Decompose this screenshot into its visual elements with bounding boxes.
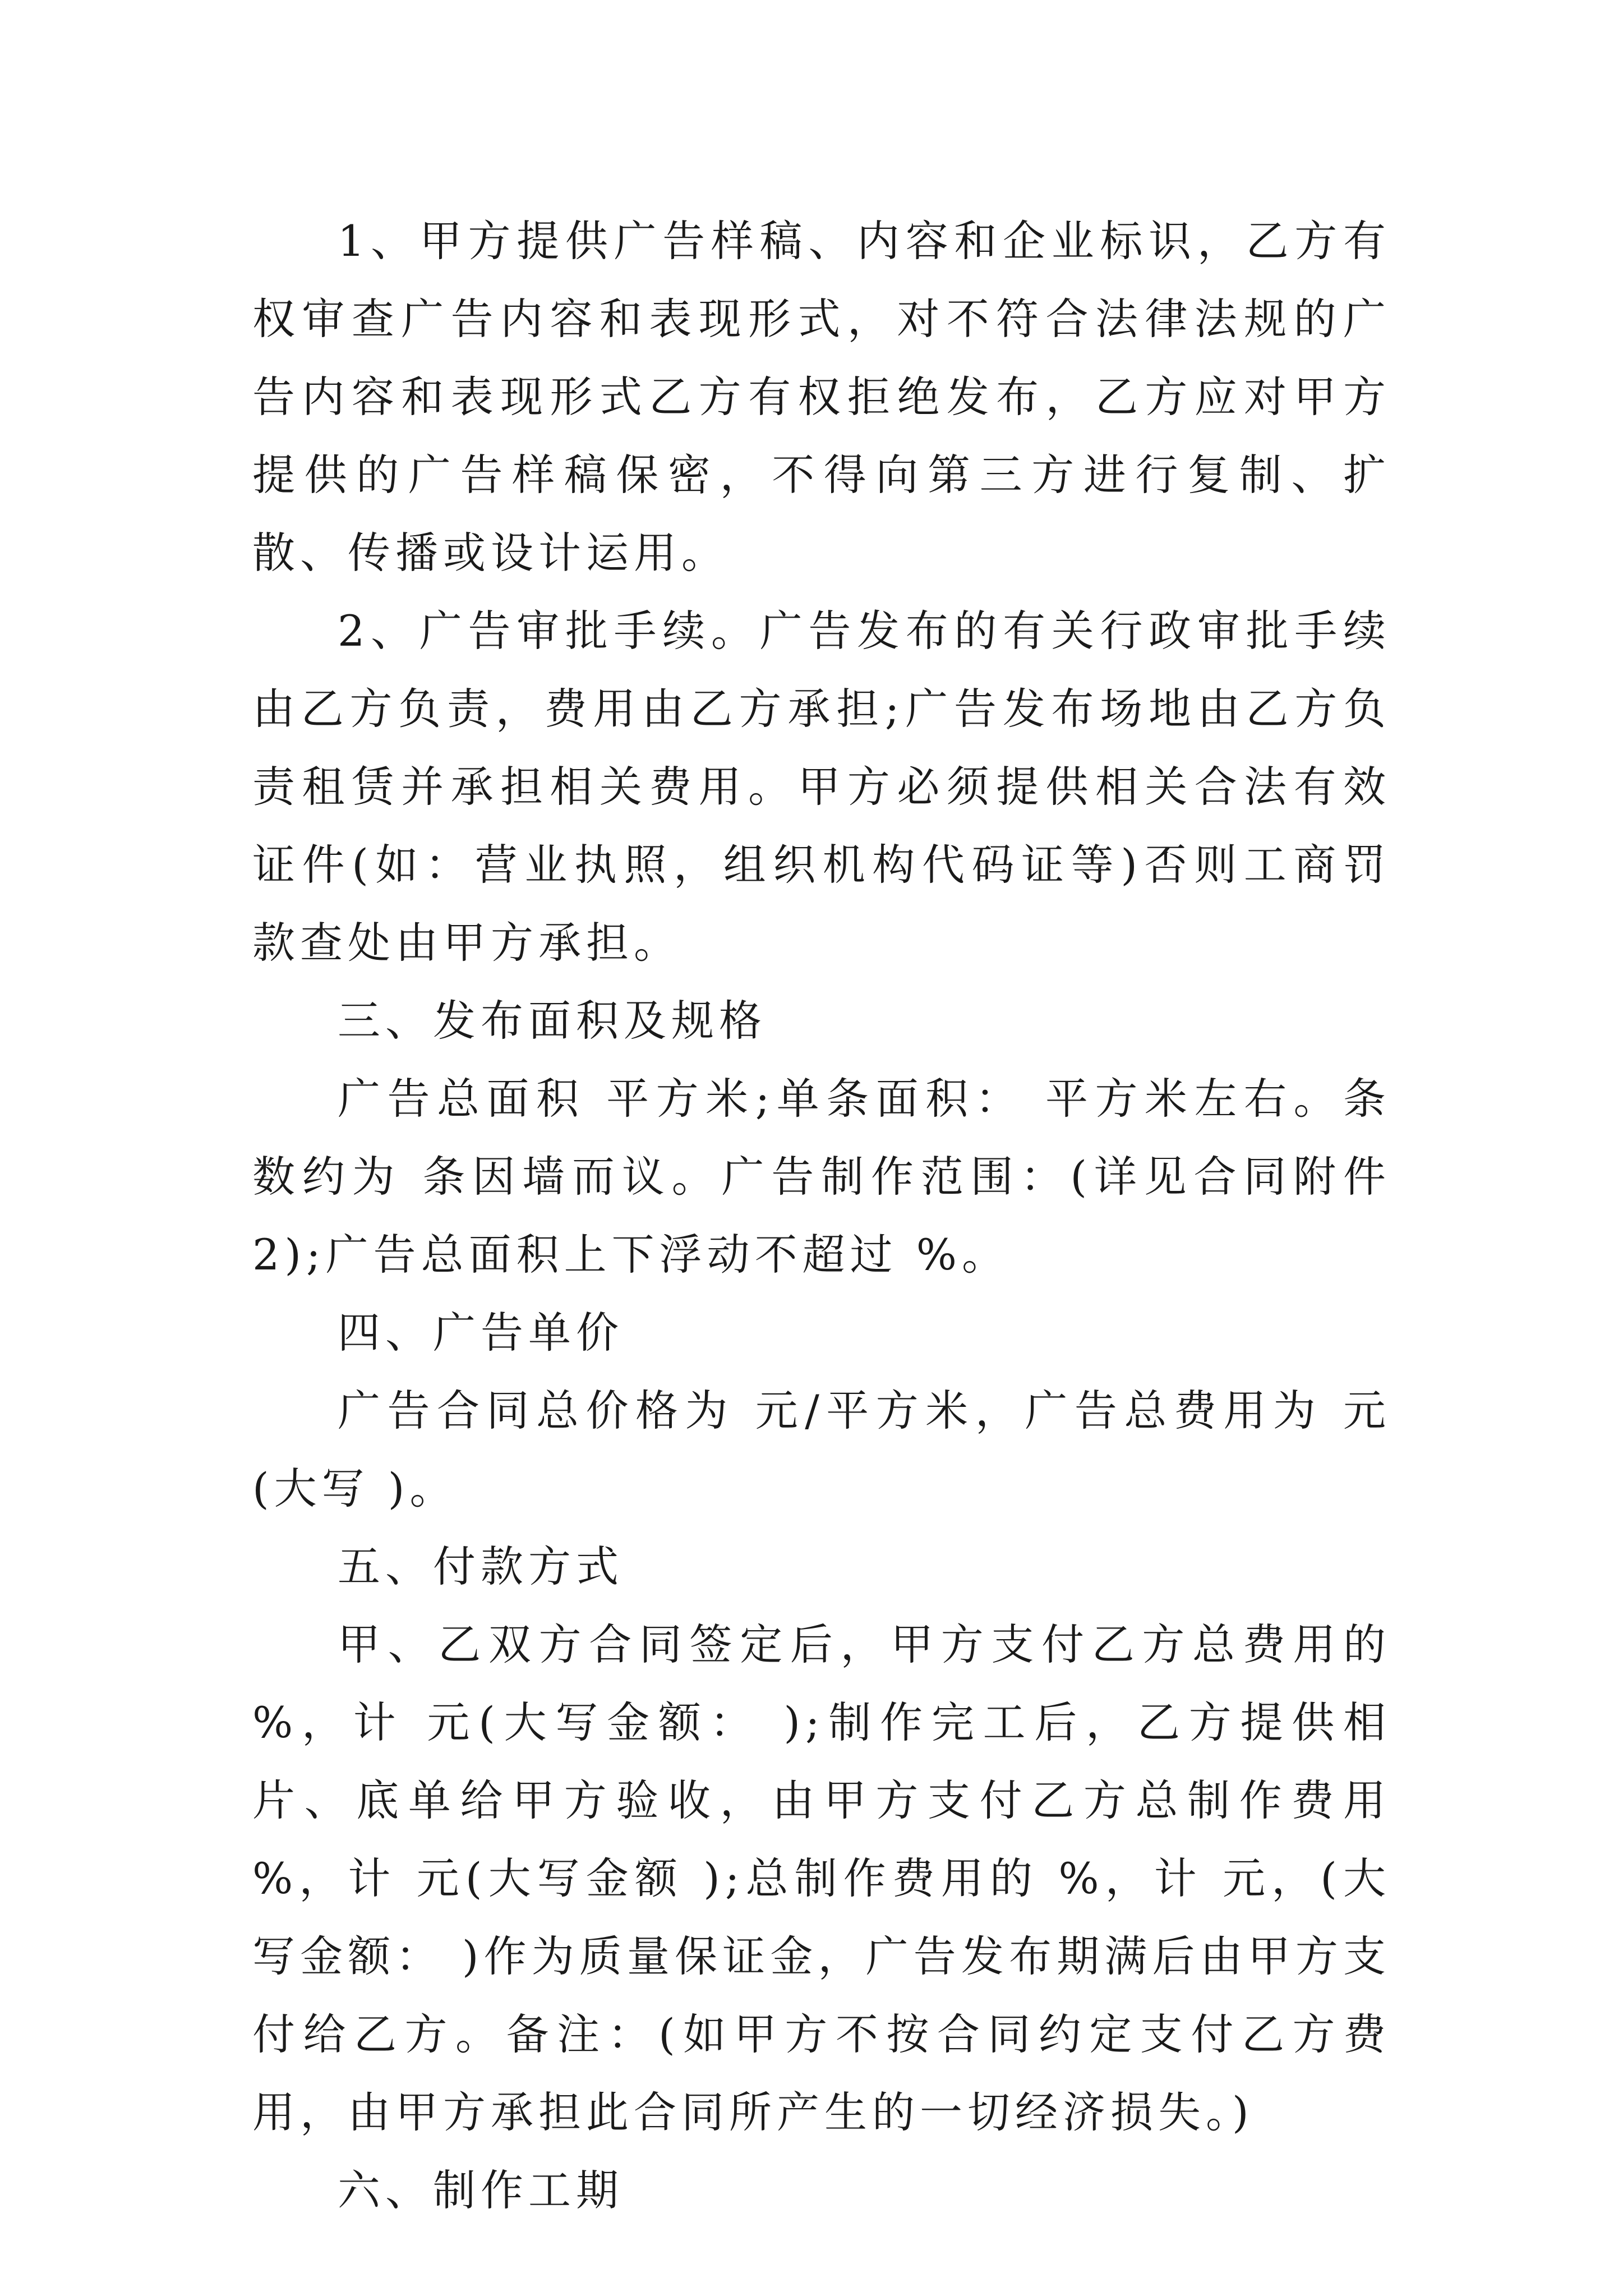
section-3-heading: 三、发布面积及规格 xyxy=(338,996,767,1046)
section-4-heading: 四、广告单价 xyxy=(338,1308,624,1358)
section-5-body: 甲、乙双方合同签定后，甲方支付乙方总费用的 %，计 元(大写金额： );制作完工后，乙方提供相片、底单给甲方验收，由甲方支付乙方总制作费用 %，计 元(大写金额 );总制作费用的 %，计 元，(大写金额： )作为质量保证金，广告发布期满后由甲方支付给乙方。备注：(如甲方不按合同约定支付乙方费用，由甲方承担此合同所产生的一切经济损失。) xyxy=(252,1619,1391,2137)
clause-1-ad-samples: 1、甲方提供广告样稿、内容和企业标识，乙方有权审查广告内容和表现形式，对不符合法律法规的广告内容和表现形式乙方有权拒绝发布，乙方应对甲方提供的广告样稿保密，不得向第三方进行复制、扩散、传播或设计运用。 xyxy=(252,216,1391,578)
section-3-body: 广告总面积 平方米;单条面积： 平方米左右。条数约为 条因墙而议。广告制作范围：(详见合同附件2);广告总面积上下浮动不超过 %。 xyxy=(252,1074,1391,1280)
section-5-heading: 五、付款方式 xyxy=(338,1542,624,1591)
section-4-body: 广告合同总价格为 元/平方米，广告总费用为 元(大写 )。 xyxy=(252,1386,1391,1513)
document-body xyxy=(252,202,1391,2229)
section-6-heading: 六、制作工期 xyxy=(338,2165,624,2215)
clause-2-approval: 2、广告审批手续。广告发布的有关行政审批手续由乙方负责，费用由乙方承担;广告发布场地由乙方负责租赁并承担相关费用。甲方必须提供相关合法有效证件(如：营业执照，组织机构代码证等)否则工商罚款查处由甲方承担。 xyxy=(252,606,1391,968)
